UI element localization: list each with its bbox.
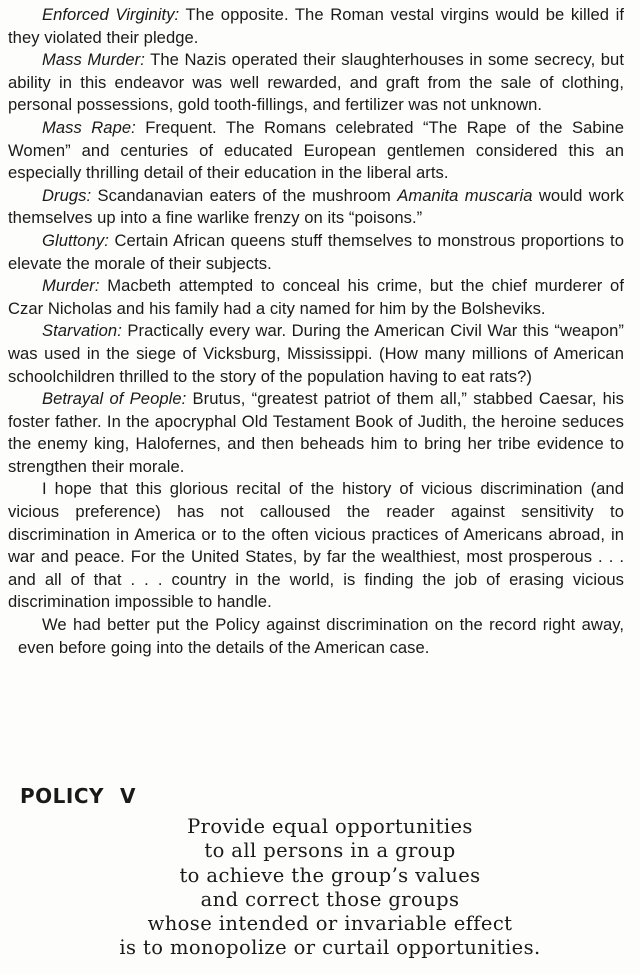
species-name: Amanita muscaria xyxy=(397,185,533,205)
paragraph-text: The Nazis operated their slaughterhouses in some secrecy, but ability in this endeavor was well rewarded, and graft from the sale of clothing, personal possessions, gold tooth-fillings, and fertilizer was not unknown. xyxy=(8,50,624,115)
paragraph-text: Frequent. The Romans celebrated “The Rape of the Sabine Women” and centuries of educated European gentlemen considered this an especially thrilling detail of their education in the liberal arts. xyxy=(8,117,624,183)
term-label: Mass Murder: xyxy=(42,50,145,70)
body-text xyxy=(8,4,624,659)
paragraph-drugs xyxy=(8,185,624,230)
paragraph-text: Scandanavian eaters of the mushroom xyxy=(91,185,398,205)
paragraph-text: I hope that this glorious recital of the history of vicious discrimination (and vicious preference) has not calloused the reader against sensitivity to discrimination in America or to the often vicious practices of Americans abroad, in war and peace. For the United States, by far the wealthiest, most prosperous . . . and all of that . . . country in the world, is finding the job of erasing vicious discrimination impossible to handle. xyxy=(8,479,624,612)
policy-heading-word: POLICY xyxy=(20,784,105,808)
policy-line: to all persons in a group xyxy=(204,839,456,863)
paragraph-policy-intro xyxy=(8,614,624,659)
paragraph-recital xyxy=(8,478,624,614)
policy-line: is to monopolize or curtail opportunities. xyxy=(119,936,541,960)
paragraph-text-continued: would work themselves up into a fine warlike frenzy on its “poisons.” xyxy=(8,185,624,228)
paragraph-murder xyxy=(8,275,624,320)
policy-line: and correct those groups xyxy=(200,887,460,911)
term-label: Betrayal of People: xyxy=(42,389,187,409)
paragraph-text: We had better put the Policy against discrimination on the record right away, even before going into the details of the American case. xyxy=(18,615,624,657)
policy-statement xyxy=(40,815,620,961)
paragraph-starvation xyxy=(8,320,624,388)
policy-line: Provide equal opportunities xyxy=(187,815,473,838)
paragraph-mass-murder xyxy=(8,49,624,117)
term-label: Murder: xyxy=(42,276,100,296)
paragraph-text: Certain African queens stuff themselves to monstrous proportions to elevate the morale of their subjects. xyxy=(8,230,624,273)
term-label: Mass Rape: xyxy=(42,117,136,137)
paragraph-text: The opposite. The Roman vestal virgins would be killed if they violated their pledge. xyxy=(8,5,624,47)
paragraph-gluttony xyxy=(8,230,624,275)
paragraph-betrayal-of-people xyxy=(8,388,624,478)
policy-line: to achieve the group’s values xyxy=(179,863,481,887)
term-label: Enforced Virginity: xyxy=(42,5,180,24)
term-label: Drugs: xyxy=(42,185,92,205)
term-label: Gluttony: xyxy=(42,230,109,250)
policy-heading-number: V xyxy=(120,784,136,808)
paragraph-enforced-virginity xyxy=(8,4,624,49)
paragraph-text: Practically every war. During the American Civil War this “weapon” was used in the siege of Vicksburg, Mississippi. (How many millions of American schoolchildren thrilled to the story of the population having to eat rats?) xyxy=(8,321,624,386)
term-label: Starvation: xyxy=(42,321,122,341)
paragraph-text: Macbeth attempted to conceal his crime, but the chief murderer of Czar Nicholas and his family had a city named for him by the Bolsheviks. xyxy=(8,276,624,318)
paragraph-text: Brutus, “greatest patriot of them all,” stabbed Caesar, his foster father. In the apocryphal Old Testament Book of Judith, the heroine seduces the enemy king, Halofernes, and then beheads him to bring her tribe evidence to strengthen their morale. xyxy=(8,389,624,476)
policy-line: whose intended or invariable effect xyxy=(147,912,513,936)
policy-heading xyxy=(20,784,136,808)
paragraph-mass-rape xyxy=(8,117,624,185)
